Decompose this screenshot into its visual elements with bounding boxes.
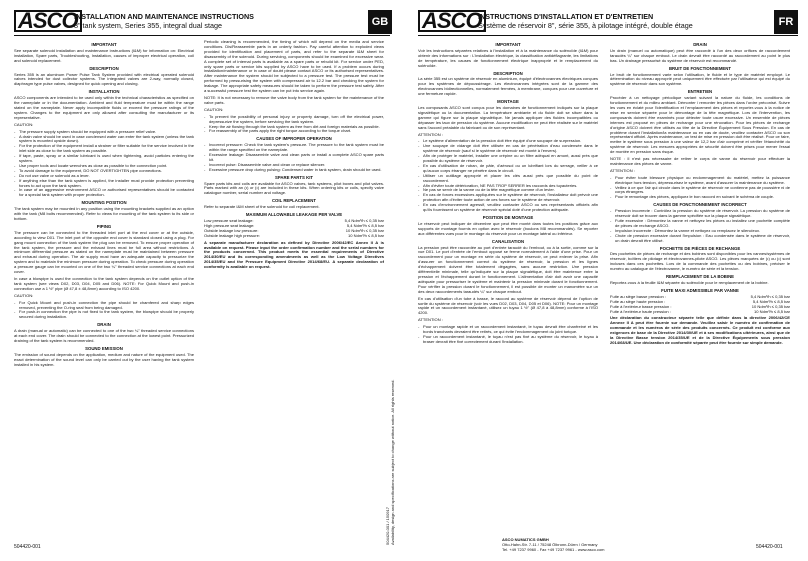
section-heading: CAUSES OF IMPROPER OPERATION bbox=[256, 136, 332, 142]
section-heading: MONTAGE bbox=[497, 99, 519, 105]
list-item: - For the protection of the equipment install a strainer or filter suitable for the service involved in the inlet side as close to the tank system as possible. bbox=[19, 144, 194, 154]
header-rule bbox=[418, 35, 798, 36]
list-item: - Use proper tools and locate wrenches as close as possible to the connection point. bbox=[19, 164, 194, 169]
section-heading: DRAIN bbox=[693, 42, 707, 47]
section-heading: COIL REPLACEMENT bbox=[271, 198, 317, 204]
list-item: - Afin de protéger le matériel, installer une crépine ou un filtre adéquat en amont, aussi près que possible du système de réservoir. bbox=[423, 154, 598, 164]
bullet-list bbox=[418, 325, 598, 345]
list-item: - Pour éviter toute blessure physique ou endommagement du matériel, mettez la puissance électrique hors tension, dépressurisez le système, avant d'assurer la maintenance du système. bbox=[615, 176, 790, 186]
list-item: - Pour le remontage des pièces, appliquez le bon raccord en suivant le schéma de couple. bbox=[615, 195, 790, 200]
asco-logo: ASCO bbox=[418, 10, 486, 32]
page-title: INSTALLATION AND MAINTENANCE INSTRUCTIONS 8" tank system, Series 355, integral dual stage bbox=[74, 12, 314, 30]
page-title: INSTRUCTIONS D'INSTALLATION ET D'ENTRETIEN Système de réservoir 8", série 355, à pilotage intégré, double étage bbox=[478, 12, 718, 30]
paragraph: ATTENTION : bbox=[418, 317, 443, 323]
section-heading: DESCRIPTION bbox=[493, 70, 523, 76]
table-cell: Outside leakage high pressure: bbox=[204, 232, 261, 238]
bullet-list bbox=[14, 130, 194, 199]
right-column-1 bbox=[418, 40, 598, 347]
paragraph: ATTENTION : bbox=[418, 131, 443, 137]
list-item: - Afin d'éviter toute détérioration, NE PAS TROP SERRER les raccords des tuyauteries. bbox=[423, 184, 598, 189]
leakage-table bbox=[204, 219, 384, 239]
list-item: - In case of an aggressive environment ASCO or authorised representatives should be contacted for a special tank system with proper protection. bbox=[19, 188, 194, 198]
table-cell: 5,4 Ndm³/h ≤ 0,35 bar bbox=[750, 293, 790, 299]
list-item: - Une soupape de vidange doit être utilisée en cas de pénétration d'eau condensée dans le système de réservoir (sauf si le système de réservoir est monté à l'envers). bbox=[423, 144, 598, 154]
right-page bbox=[404, 0, 808, 561]
bullet-list bbox=[610, 176, 790, 201]
paragraph: Procéder à un nettoyage périodique variant suivant la nature du fluide, les conditions de fonctionnement et du milieu ambiant. Démonter / remonter les pièces dans l'ordre préconisé. Suivre les vues en éclaté pour l'identification et l'emplacement des pièces et reporter-vous à la notice de mise en service séparée pour le démontage de la tête magnétique. Lors de l'intervention, les composants doivent être examinés pour détecter toute usure excessive. Un ensemble de pièces internes est proposé en pièces de rechange pour une rénovation. Pour les pièces de rechange d'origine ASCO doivent être utilisés au titre de la Directive Équipement Sous Pression. En cas de problème durant l'installation/la maintenance ou en cas de doute, veuillez contacter ASCO ou son représentant officiel. Après maintenance, un test de mise en pression doit être réalisé. Pour ce faire, mettre le système sous pression à une valeur de 12,2 bar d'air comprimé et vérifier l'étanchéité du système de réservoir. Les mesures appropriées de sécurité doivent être prises pour mener l'essai de montée en pression sans risque. bbox=[610, 95, 790, 155]
section-heading: INSTALLATION bbox=[88, 89, 120, 95]
paragraph: En cas d'utilisation d'un tube à basse, le raccord au système de réservoir dépend de l'option de sortie du système de réservoir (voir les vues D02, D03, D04, D05 et D06). NOTE: Pour un montage rapide et un raccordement instantané, utilisez un tuyau 1 ½" (Ø 47,8 à 48,8mm) conforme à l'ISO 4200. bbox=[418, 295, 598, 316]
list-item: - Pour un montage rapide et un raccordement instantané, le tuyau devrait être chanfreiné et les bords tranchants devraient être retirés, ce qui évite l'endommagement du joint torique. bbox=[423, 325, 598, 335]
section-heading: IMPORTANT bbox=[91, 42, 117, 47]
language-badge: FR bbox=[774, 10, 798, 34]
list-item: - Pour un raccordement instantané, le tuyau n'est pas fixé au système du réservoir, le tuyau à braser devrait être fixé correctement durant l'installation. bbox=[423, 335, 598, 345]
list-item: - Utiliser un outillage approprié et placer les clés aussi près que possible du point de raccordement. bbox=[423, 174, 598, 184]
list-item: - Incorrect pressure: Check the tank system's pressure. The pressure to the tank system must be within the range specified on the nameplate. bbox=[209, 143, 384, 153]
paragraph: Des pochettes de pièces de rechange et des bobines sont disponibles pour les vannes/systèmes de réservoir, boîtiers de pilotage et électrovannes-pilote ASCO. Les pièces marquées de (•) ou (•) sont incluses dans ces pochettes. Lors de la commande des pochettes ou des bobines, préciser le numéro au catalogue de l'électrovanne, le numéro de série et la tension. bbox=[610, 251, 790, 272]
paragraph: ATTENTION : bbox=[610, 167, 635, 173]
language-badge: GB bbox=[368, 10, 392, 34]
list-item: - Chute de pression excessive durant l'impulsion : Eau condensée dans le système de réservoir, un drain devrait être utilisé. bbox=[615, 234, 790, 244]
section-heading: SOUND EMISSION bbox=[85, 345, 123, 351]
bullet-list bbox=[204, 115, 384, 135]
section-heading: DESCRIPTION bbox=[89, 65, 119, 71]
table-cell: 10 Ndm³/h ≤ 8,5 bar bbox=[754, 308, 790, 314]
bullet-list bbox=[204, 143, 384, 172]
table-cell: High pressure seat leakage: bbox=[204, 222, 255, 228]
asco-logo: ASCO bbox=[14, 10, 82, 32]
page-subtitle: Système de réservoir 8", série 355, à pilotage intégré, double étage bbox=[478, 21, 693, 30]
document-code: 504420-001 bbox=[14, 544, 41, 550]
section-heading: FUITE MAXI ADMISSIBLE PAR VANNE bbox=[661, 287, 739, 293]
paragraph: Refer to separate I&M sheet of the solenoid for coil replacement. bbox=[204, 204, 320, 210]
paragraph: La pression peut être raccordée au port d'entrée taraudé du l'embout, ou à la sortie, comme sur la vue D01. Le port d'entrée de l'embout opposé se ferme normalement à l'aide d'une prise. Pour un raccordement pour un montage en série du système de réservoir, ce peut enlever la prise. Afin d'assurer un fonctionnement correct du système de réservoir, la pression et les lignes d'échappement doivent être totalement dégagées, sans aucune restriction. Une pression différentielle minimale, telle qu'indiquée sur la plaque signalétique, doit être maintenue entre la pression et l'échappement durant le fonctionnement. L'alimentation d'air doit avoir une capacité adéquate pour pressuriser le système et maintenir la pression minimale durant le fonctionnement. Pour vérifier la pression durant le fonctionnement, il est possible de monter un manomètre sur un des deux raccordements taraudés ¼" sur chaque embout. bbox=[418, 244, 598, 294]
table-cell: 10 Ndm³/h ≤ 0,35 bar bbox=[751, 303, 790, 309]
paragraph: Le réservoir peut indiquer de décembre que peut être monté dans toutes les positions grâce aux supports de montage fournis en option avec le réservoir (boulons M8 recommandés). Se reporter aux différentes vues pour le montage du réservoir pour un montage latéral ou inférieur. bbox=[418, 220, 598, 236]
list-item: - If tape, paste, spray or a similar lubricant is used when tightening, avoid particles entering the system. bbox=[19, 154, 194, 164]
section-heading: POCHETTE DE PIÈCES DE RECHANGE bbox=[659, 245, 741, 251]
list-item: - Excessive leakage: Disassemble valve and clean parts or install a complete ASCO spare parts kit. bbox=[209, 153, 384, 163]
table-cell: Fuite au siège haute pression : bbox=[610, 298, 666, 304]
header-rule bbox=[14, 35, 390, 36]
conformity-statement: Une déclaration du constructeur séparée telle que définie dans la directive 2006/42/CE Annexe II A peut être fournie sur demande. Veuillez saisir le numéro de confirmation de commande et les numéros de série des produits concernés. Ce produit est conforme aux exigences de base de la Directive 2014/30/UE et à ses modifications ultérieures, ainsi que de la Directive Basse tension 2014/35/UE et de la Directive Équipements sous pression 2014/68/UE. Une déclaration de conformité séparée peut être fournie sur simple demande. bbox=[610, 315, 790, 345]
paragraph: Reportez-vous à la feuille I&M séparée du solénoïde pour le remplacement de la bobine. bbox=[610, 279, 769, 285]
list-item: - To avoid damage to the equipment, DO NOT OVERTIGHTEN pipe connections. bbox=[19, 169, 194, 174]
section-heading: SPARE PARTS KIT bbox=[274, 174, 314, 180]
paragraph: Le bruit de fonctionnement varie selon l'utilisation, le fluide et le type de matériel employé. Le détermination du niveau approprié peut uniquement être effectuée par l'utilisateur qui est équipé du système de réservoir dans son système. bbox=[610, 71, 790, 87]
list-item: - Fuite excessive : Démontez la vanne et nettoyez les pièces ou installez une pochette complète de pièces de rechange ASCO. bbox=[615, 219, 790, 229]
paragraph: A drain (manual or automatic) can be connected to one of the two ¼" threaded service connections at each end cover. The drain should be connected to the connection at the lowest point. Pressurized draining of the tank system is recommended. bbox=[14, 328, 194, 343]
leakage-table bbox=[610, 295, 790, 315]
left-column-1 bbox=[14, 40, 194, 369]
table-cell: Low pressure seat leakage: bbox=[204, 218, 254, 223]
section-heading: CANALISATION bbox=[491, 238, 525, 244]
list-item: - The pressure supply system should be equipped with a pressure relief valve. bbox=[19, 130, 194, 135]
table-cell: Fuite à l'extérieur basse pression : bbox=[610, 303, 672, 309]
bullet-list bbox=[418, 139, 598, 213]
table-cell: 10 Ndm³/h ≤ 0,35 bar bbox=[345, 227, 384, 233]
list-item: - En cas d'utilisation de ruban, de pâte, d'aérosol ou un lubrifiant lors du serrage, veiller à ce qu'aucun corps étranger ne pénètre dans le circuit. bbox=[423, 164, 598, 174]
table-cell: 5,4 Ndm³/h ≤ 8,5 bar bbox=[752, 298, 790, 304]
list-item: - En cas de forces excessives appliquées sur le système de réservoir, l'installateur doit prévoir une protection afin d'éviter toute action de ces forces sur le système de réservoir. bbox=[423, 193, 598, 203]
paragraph: Periodic cleaning is recommended, the timing of which will depend on the media and service conditions. Dis/Reassemble parts in an orderly fashion. Pay careful attention to exploded views provided for identification and placement of parts, and refer to the separate I&M sheet for disassembly of the solenoid. During servicing, components should be examined for excessive wear. A complete set of internal parts is available as a spare parts or rebuild kit. For service under PED, only spare parts or service kits supplied by ASCO have to be used. If a problem occurs during installation/maintenance or in case of doubt please contact ASCO or its authorised representatives. After maintenance the system should be subjected to a pressure test. The pressure test must be performed by pressurising the system with compressed air to 12.2 bar and checking the system for leakage. The appropriate safety measures should be taken to perform the pressure test safely. After a successful pressure test the system can be put into service again. bbox=[204, 39, 384, 94]
paragraph: The pressure can be connected to the threaded inlet port at the end cover or at the outside, according to view D01. The inlet port of the opposite end cover is standard closed using a plug. For gang mount connection of the tank system the plug can be removed. To ensure proper operation of the tank system, the pressure and the exhaust lines must be full area without restrictions. A minimum differential pressure as stated on the nameplate must be maintained between pressure and exhaust during operation. The air supply must have an adequate capacity to pressurize the system and to maintain the minimum pressure during operation. To check pressure during operation a pressure gauge can be mounted on one of the two ¼" threaded service connections at each end cover. bbox=[14, 229, 194, 275]
list-item: - To prevent the possibility of personal injury or property damage, turn off the electrical power, depressurize the system, before servicing the tank system. bbox=[209, 115, 384, 125]
section-heading: CAUSES DE FONCTIONNEMENT INCORRECT bbox=[653, 202, 747, 208]
table-cell: Outside leakage low pressure: bbox=[204, 227, 259, 233]
section-heading: BRUIT DE FONCTIONNEMENT bbox=[668, 65, 732, 71]
section-heading: PIPING bbox=[96, 223, 112, 229]
bullet-list bbox=[610, 209, 790, 243]
table-cell: Fuite au siège basse pression : bbox=[610, 293, 667, 299]
paragraph: Un drain (manuel ou automatique) peut être raccordé à l'un des deux orifices de raccordement taraudés ¼" sur chaque embout. Le drain devrait être raccordé au raccordement au point le plus bas. Un drainage pressurisé du système de réservoir est recommandé. bbox=[610, 47, 790, 63]
company-footer: ASCO NUMATICS GMBH Otto-Hahn-Str. 7-11 / 75248 Ölbronn-Dürrn / Germany Tel. +49 7237 9960 - Fax +49 7237 9961 - www.asco.com bbox=[502, 537, 605, 552]
paragraph: The tank system may be mounted in any position using the mounting brackets supplied as an option with the tank (M8 bolts recommended). Refer to views for mounting of the tank system to its side or bottom. bbox=[14, 206, 194, 221]
paragraph: Spare parts kits and coils are available for ASCO valves, tank systems, pilot boxes and pilot valves. Parts marked with an (•) or (•) are included in these kits. When ordering kits or coils, specify valve catalogue number, serial number and voltage. bbox=[204, 180, 384, 196]
section-heading: POSITION DE MONTAGE bbox=[482, 215, 534, 220]
section-heading: ENTRETIEN bbox=[687, 89, 713, 95]
paragraph: NOTE: It is not necessary to remove the valve body from the tank system for the maintenance of the valve parts. bbox=[204, 94, 384, 105]
list-item: - Excessive pressure drop during pulsing: Condensed water in tank system, drain should be used. bbox=[209, 168, 384, 173]
list-item: - Ne pas se servir de la vanne ou de la tête magnétique comme d'un levier. bbox=[423, 188, 598, 193]
list-item: - For push-in connection the pipe is not fixed to the tank system, the blowpipe should be properly secured during installation. bbox=[19, 310, 194, 320]
revision-note: 504420-001 / 150917 Availability, design and specifications are subject to change without notice. All rights reserved. bbox=[385, 379, 395, 545]
left-column-2 bbox=[204, 40, 384, 272]
paragraph: Les composants ASCO sont conçus pour les domaines de fonctionnement indiqués sur la plaque signalétique ou la documentation. La température ambiante et du fluide doit se situer dans la gamme qui figure sur la plaque signalétique. Ne jamais appliquer des fluides incompatibles ou dépasser les taux de pression du système. Aucune modification ne peut être réalisée sur le matériel sans l'accord préalable du fabricant ou de son représentant. bbox=[418, 104, 598, 130]
list-item: - Pression incorrecte : Contrôlez la pression du système de réservoir. La pression du système de réservoir doit se trouver dans la gamme spécifiée sur la plaque signalétique. bbox=[615, 209, 790, 219]
paragraph: CAUTION: bbox=[204, 106, 224, 112]
list-item: - En cas d'environnement agressif, veuillez contacter ASCO ou ses représentants officiels afin qu'ils fournissent un système de réservoir spécial doté d'une protection adéquate. bbox=[423, 203, 598, 213]
table-row bbox=[610, 310, 790, 315]
section-heading: MOUNTING POSITION bbox=[81, 200, 127, 206]
paragraph: CAUTION: bbox=[14, 292, 34, 298]
right-column-2 bbox=[610, 40, 790, 348]
list-item: - Do not use valve or solenoid as a lever. bbox=[19, 174, 194, 179]
document-code: 504420-001 bbox=[756, 544, 783, 550]
paragraph: In case a blowpipe is used the connection to the tank system depends on the outlet option of the tank system (see views D02, D03, D04, D05 and D06). NOTE: For Quick Mount and push-in connection use a 1 ½" pipe (Ø 47,8 ± 48,8mm) according to ISO 4200. bbox=[14, 275, 194, 291]
table-cell: 5,4 Ndm³/h ≤ 8,5 bar bbox=[346, 222, 384, 228]
page-subtitle: 8" tank system, Series 355, integral dual stage bbox=[74, 21, 222, 30]
list-item: - Le système d'alimentation de la pression doit être équipé d'une soupape de surpression. bbox=[423, 139, 598, 144]
table-row bbox=[204, 234, 384, 239]
section-heading: MAXIMUM ALLOWABLE LEAKAGE PER VALVE bbox=[245, 212, 343, 218]
list-item: - A drain valve should be used in case condensed water can enter the tank system (unless the tank system is mounted upside down). bbox=[19, 135, 194, 145]
list-item: - Keep the air flowing through the tank system as free from dirt and foreign materials as possible. bbox=[209, 125, 384, 130]
paragraph: Series 355 is an aluminum Power Pulse Tank System provided with electrical operated solenoid valves intended for dust collector systems. The integrated valves are 2-way, normally closed, diaphragm type pulse valves, designed for quick opening and closing. bbox=[14, 71, 194, 87]
list-item: - Incorrect pulse: Disassemble valve and clean or replace silencer. bbox=[209, 163, 384, 168]
bullet-list bbox=[14, 301, 194, 321]
list-item: - For Quick Mount and push-in connection the pipe should be chamfered and sharp edges removed, preventing the O-ring seal from being damaged. bbox=[19, 301, 194, 311]
paragraph: NOTE : Il n'est pas nécessaire de retirer le corps de vanne du réservoir pour effectuer la maintenance des pièces de vanne. bbox=[610, 156, 790, 166]
list-item: - Impulsion incorrecte : Démontez la vanne et nettoyez ou remplacez le silencieux. bbox=[615, 229, 790, 234]
paragraph: ASCO components are intended to be used only within the technical characteristics as specified on the nameplate or in the documentation. Ambient and fluid temperature must be within the range stated on the nameplate. Never apply incompatible fluids or exceed the pressure ratings of the system. Changes to the equipment are only allowed after consulting the manufacturer or its representative. bbox=[14, 95, 194, 120]
conformity-statement: A separate manufacturer declaration as defined by Directive 2006/42/EC Annex II A is available on request. Please input the order confirmation number and the serial numbers for the products concerned. This product meets the essential requirements of Directive 2014/30/EU and its corresponding amendments as well as the Low Voltage Directives 2014/35/EU and the Pressure Equipment Directive 2014/68/EU. A separate declaration of conformity is available on request. bbox=[204, 239, 384, 270]
paragraph: See separate solenoid installation and maintenance instructions (I&M) for information on: Electrical installation, Spare parts, Troubleshooting, Installation, causes of improper electrical operation, coil and solenoid replacement. bbox=[14, 47, 194, 63]
list-item: - If anything else than the tank system is applied, the installer must provide protection preventing forces to act upon the tank system. bbox=[19, 179, 194, 189]
paragraph: The emission of sound depends on the application, medium and nature of the equipment used. The exact determination of the sound level can only be carried out by the user having the tank system installed in his system. bbox=[14, 351, 194, 367]
section-heading: REMPLACEMENT DE LA BOBINE bbox=[665, 274, 735, 280]
table-cell: 5,4 Ndm³/h ≤ 0,35 bar bbox=[344, 218, 384, 223]
table-cell: 10 Ndm³/h ≤ 8,5 bar bbox=[348, 232, 384, 238]
list-item: - For reassembly of the parts apply the right torque according to the torque chart. bbox=[209, 129, 384, 134]
section-heading: IMPORTANT bbox=[495, 42, 521, 47]
paragraph: La série 355 est un système de réservoir en aluminium, équipé d'électrovannes électriques conçues pour les systèmes de dépoussiérage. Les électrovannes intégrées sont de la gamme des électrovannes bidirectionnelles, normalement fermées, à membrane, conçues pour une ouverture et une fermeture rapide. bbox=[418, 76, 598, 97]
list-item: - Veillez à ce que l'air qui circule dans le système de réservoir ne contienne pas de poussière ni de corps étrangers. bbox=[615, 186, 790, 196]
table-cell: Fuite à l'extérieur haute pression : bbox=[610, 308, 671, 314]
paragraph: Voir les instructions séparées relatives à l'installation et à la maintenance du solénoïde (I&M) pour obtenir des informations sur : L'installation électrique, la classification antidéflagrante, les limitations de température, les causes de fonctionnement électrique inapproprié et le remplacement du solénoïde. bbox=[418, 47, 598, 68]
paragraph: CAUTION: bbox=[14, 121, 34, 127]
section-heading: DRAIN bbox=[97, 322, 111, 328]
